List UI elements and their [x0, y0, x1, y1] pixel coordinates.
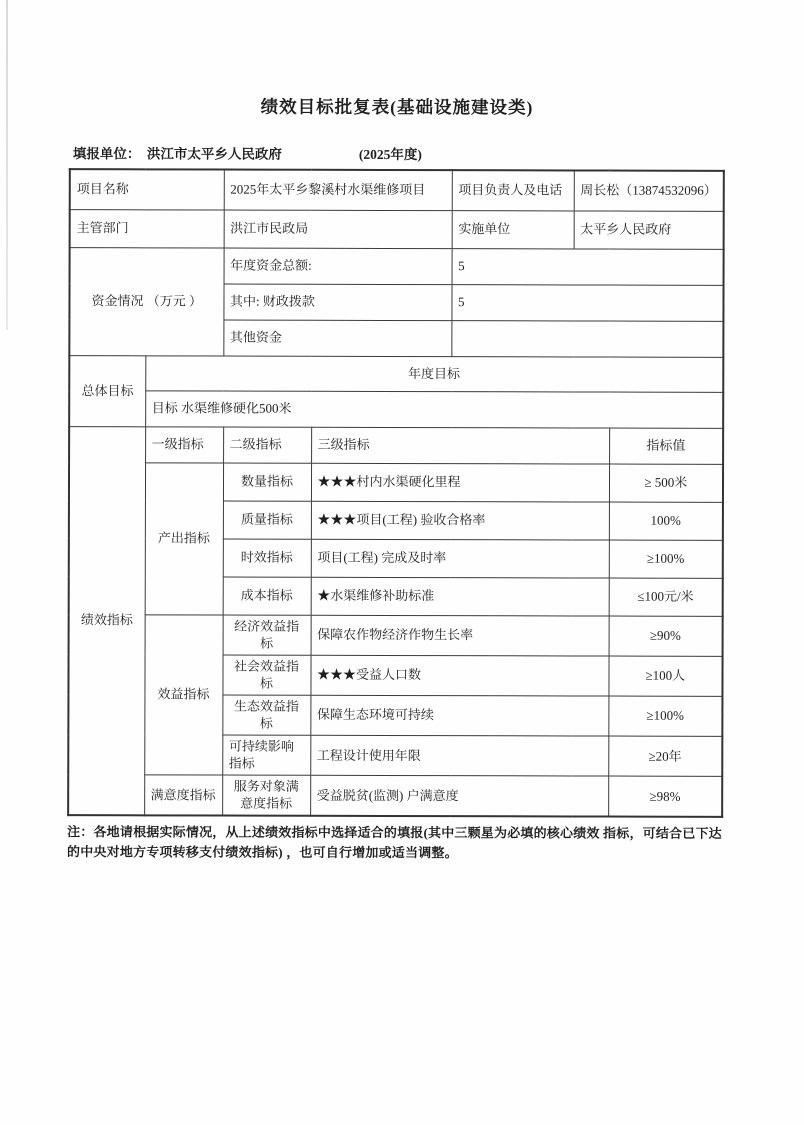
indicator-value: ≥ 500米 — [609, 464, 723, 502]
indicator-l3: 保障农作物经济作物生长率 — [311, 615, 609, 656]
table-row — [69, 426, 723, 464]
header-level3: 三级指标 — [311, 427, 609, 464]
implementing-unit-value: 太平乡人民政府 — [574, 210, 724, 248]
indicator-l3: 保障生态环境可持续 — [310, 695, 608, 736]
indicator-value: ≥90% — [609, 616, 723, 656]
indicator-l3: ★水渠维修补助标准 — [311, 577, 609, 616]
filler-unit-line — [69, 142, 725, 166]
funding-fiscal-value: 5 — [451, 284, 723, 321]
group-output-label: 产出指标 — [145, 462, 223, 614]
indicator-row — [69, 462, 723, 502]
table-row — [69, 355, 723, 392]
funding-section-label: 资金情况 （万元 ） — [69, 247, 223, 355]
indicator-l3: 项目(工程) 完成及时率 — [311, 539, 609, 578]
indicator-value: ≥98% — [608, 776, 722, 817]
table-row — [70, 169, 724, 211]
funding-other-label: 其他资金 — [223, 320, 451, 357]
indicator-l2: 时效指标 — [223, 539, 311, 577]
indicator-row — [68, 775, 722, 817]
department-label: 主管部门 — [70, 209, 224, 247]
indicator-l2: 质量指标 — [223, 501, 311, 539]
table-row — [69, 390, 723, 428]
indicator-l2: 数量指标 — [223, 463, 311, 501]
indicators-section-label: 绩效指标 — [68, 426, 145, 815]
header-level1: 一级指标 — [145, 426, 223, 462]
table-row — [70, 247, 724, 285]
indicator-l2: 成本指标 — [223, 577, 311, 615]
header-level2: 二级指标 — [223, 427, 311, 463]
leader-value: 周长松（13874532096） — [574, 170, 724, 210]
indicator-row — [69, 614, 723, 656]
leader-label: 项目负责人及电话 — [452, 170, 574, 210]
indicator-value: ≤100元/米 — [609, 578, 723, 616]
filler-unit-value: 洪江市太平乡人民政府 — [146, 146, 282, 162]
funding-total-value: 5 — [452, 248, 724, 285]
indicator-value: ≥100人 — [608, 656, 722, 696]
funding-fiscal-label: 其中: 财政拨款 — [223, 284, 451, 321]
indicator-value: ≥20年 — [608, 736, 722, 776]
header-value: 指标值 — [609, 428, 723, 464]
annual-goal-value: 目标 水渠维修硬化500米 — [145, 390, 723, 428]
indicator-l3: ★★★村内水渠硬化里程 — [311, 463, 609, 502]
group-benefit-label: 效益指标 — [144, 614, 222, 775]
indicator-value: 100% — [609, 502, 723, 540]
indicator-l2: 社会效益指标 — [222, 655, 310, 695]
funding-total-label: 年度资金总额: — [224, 248, 452, 285]
indicator-value: ≥100% — [608, 696, 722, 736]
indicator-l2: 生态效益指标 — [222, 695, 310, 735]
indicator-l2: 经济效益指标 — [223, 615, 311, 655]
approval-form-table — [67, 168, 725, 818]
funding-other-value — [451, 320, 723, 357]
overall-goal-label: 总体目标 — [69, 355, 145, 426]
table-row — [70, 209, 724, 249]
footnote: 注：各地请根据实际情况，从上述绩效指标中选择适合的填报(其中三颗星为必填的核心绩效 指标，可结合已下达的中央对地方专项转移支付绩效指标) ，也可自行增加或适当调整。 — [67, 824, 722, 861]
fiscal-year: (2025年度) — [358, 146, 422, 163]
indicator-l3: 受益脱贫(监测) 户满意度 — [310, 775, 608, 816]
annual-goal-header: 年度目标 — [145, 355, 723, 392]
indicator-l3: ★★★项目(工程) 验收合格率 — [311, 501, 609, 540]
department-value: 洪江市民政局 — [224, 210, 452, 249]
project-name-label: 项目名称 — [70, 169, 224, 209]
indicator-l2: 可持续影响指标 — [222, 735, 310, 775]
page-title: 绩效目标批复表(基础设施建设类) — [260, 96, 534, 118]
project-name-value: 2025年太平乡黎溪村水渠维修项目 — [224, 170, 452, 211]
document-content — [67, 93, 725, 877]
indicator-value: ≥100% — [609, 540, 723, 578]
indicator-l2: 服务对象满意度指标 — [222, 775, 310, 816]
group-satisfaction-label: 满意度指标 — [144, 775, 222, 816]
indicator-l3: 工程设计使用年限 — [310, 735, 608, 776]
indicator-l3: ★★★受益人口数 — [310, 655, 608, 696]
implementing-unit-label: 实施单位 — [452, 210, 574, 248]
filler-unit-label: 填报单位： — [72, 146, 141, 162]
